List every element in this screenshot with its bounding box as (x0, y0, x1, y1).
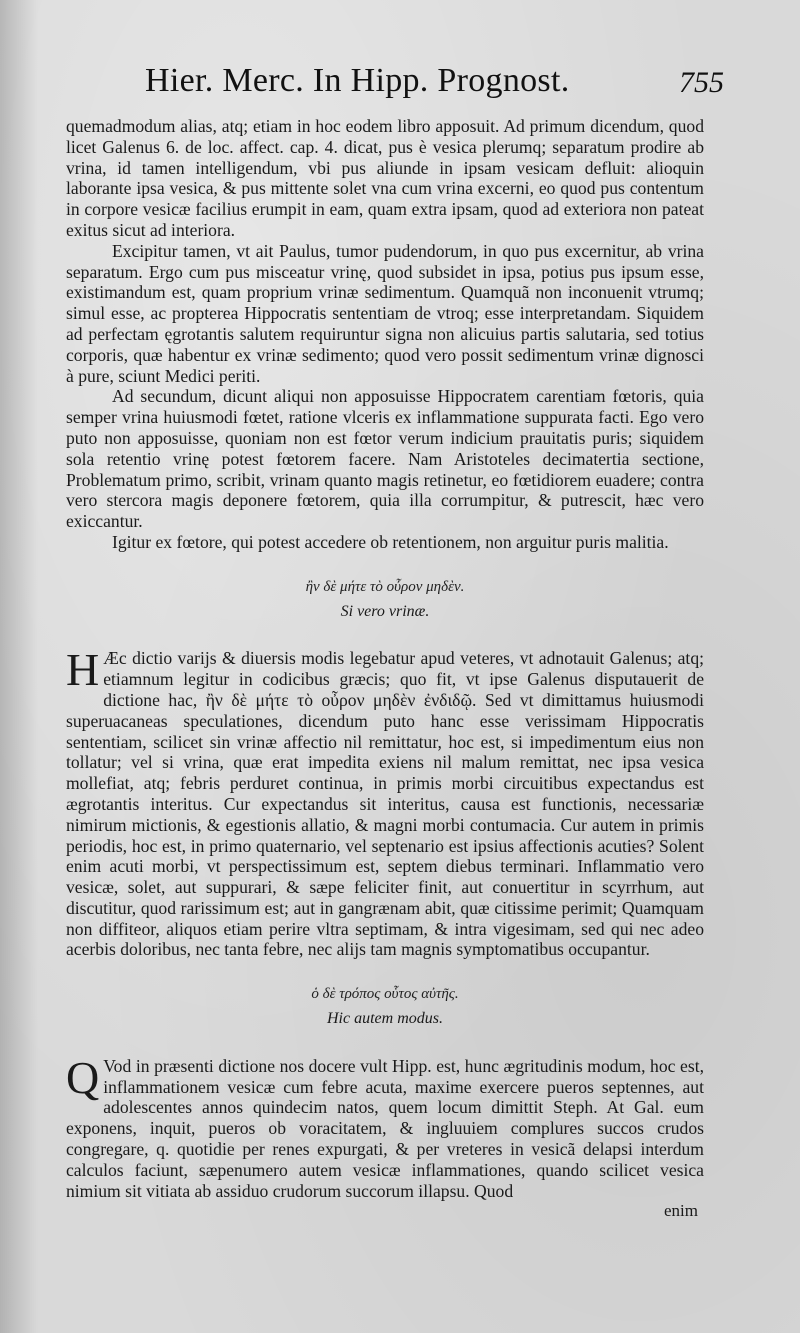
lemma-latin-2: Hic autem modus. (327, 1010, 443, 1028)
paragraph-2: Excipitur tamen, vt ait Paulus, tumor pudendorum, in quo pus excernitur, ab vrina separatum. Ergo cum pus misceatur vrinę, quod subsidet in ipsa, potius pus ipsum esse, existimandum est, quam proprium vrinæ sedimentum. Quamquã non inconuenit vtrumq; simul esse, ac propterea Hippocratis sententiam de vtroq; esse interpretandam. Siquidem ad perfectam ęgrotantis salutem requiruntur signa non alicuius partis salutaria, sed totius corporis, quæ habentur ex vrinæ sedimento; quod vero possit sedimentum vrinæ dignosci à pure, sciunt Medici periti. (66, 240, 704, 386)
text-block (66, 116, 704, 1222)
running-header (145, 62, 724, 106)
paragraph-3: Ad secundum, dicunt aliqui non apposuisse Hippocratem carentiam fœtoris, quia semper vrina huiusmodi fœtet, ratione vlceris ex inflammatione suppurata facti. Ego vero puto non apposuisse, quoniam non est fœtor verum indicium prauitatis puris; siquidem sola retentio vrinę potest fœtorem facere. Nam Aristoteles decimatertia sectione, Problematum primo, scribit, vrinam quanto magis retinetur, eo fœtidiorem euadere; contra vero stercora magis deponere fœtorem, quia illa corrumpitur, & putrescit, hæc vero exiccantur. (66, 386, 704, 532)
paragraph-1: quemadmodum alias, atq; etiam in hoc eodem libro apposuit. Ad primum dicendum, quod licet Galenus 6. de loc. affect. cap. 4. dicat, pus è vesica plerumq; separatum prodire ab vrina, id tamen intelligendum, vbi pus aliunde in ipsam vesicam defluit: alioquin laborante ipsa vesica, & pus mittente solet vna cum vrina excerni, eo quod pus contentum in corpore vesicæ facilius erumpit in eam, quam extra ipsam, quod ad exteriora non pateat exitus sicut ad interiora. (66, 116, 704, 240)
catchword: enim (664, 1201, 698, 1221)
lemma-latin-1: Si vero vrinæ. (340, 602, 430, 620)
lemma-greek-2: ὁ δὲ τρόπος οὗτος αὐτῆς. (311, 986, 459, 1003)
paragraph-6-text: Vod in præsenti dictione nos docere vult Hipp. est, hunc ægritudinis modum, hoc est, inflammationem vesicæ cum febre acuta, maxime exercere pueros septennes, aut adolescentes annos quindecim natos, quem locum dimittit Steph. At Gal. eum exponens, inquit, pueros ob voracitatem, & ingluuiem complures succos crudos congregare, q. quotidie per renes expurgati, & per vreteres in vesicã delapsi interdum calculos faciunt, sæpenumero autem vesicæ inflammationes, quando scilicet vesica nimium sit vitiata ab assiduo crudorum succorum illapsu. Quod (66, 1055, 704, 1201)
paragraph-6 (66, 1051, 704, 1202)
page-number: 755 (679, 66, 724, 99)
drop-cap-q: Q (66, 1051, 100, 1103)
drop-cap-h: H (66, 644, 100, 696)
running-title: Hier. Merc. In Hipp. Prognost. (145, 62, 570, 99)
paragraph-5-text: Æc dictio varijs & diuersis modis legebatur apud veteres, vt adnotauit Galenus; atq; etiamnum legitur in codicibus græcis; quo fit, vt ipse Galenus disputauerit de dictione hac, ἢν δὲ μήτε τὸ οὖρον μηδὲν ἐνδιδῷ. Sed vt dimittamus huiusmodi superuacaneas speculationes, dicendum puto hanc esse verissimam Hippocratis sententiam, scilicet sin vrinæ affectio nil remittatur, hoc est, si impedimentum eius non tollatur; vel si vrina, quæ erat impedita exiens nil malum remittat, nec ipsa vesica mollefiat, atq; febris perduret continua, in primis morbi circuitibus expectandus est ægrotantis interitus. Cur expectandus sit interitus, causa est functionis, necessariæ nimirum mictionis, & egestionis allatio, & magni morbi contumacia. Cur autem in primis periodis, hoc est, in primo quaternario, vel septenario est ipsius affectionis acuties? Solent enim acuti morbi, vt perspectissimum est, septem diebus terminari. Inflammatio vero vesicæ, solet, aut suppurari, & sæpe feliciter finit, aut conuertitur in scyrrhum, aut discutitur, quod rarissimum est; aut in gangrænam abit, quæ citissime perimit; Quamquam non diffiteor, aliquos etiam perire vltra septimam, & intra vigesimam, sed qui nec adeo acerbis doloribus, nec tanta febre, nec alijs tam magnis symptomatibus occupantur. (66, 648, 704, 960)
paragraph-4: Igitur ex fœtore, qui potest accedere ob retentionem, non arguitur puris malitia. (112, 531, 669, 552)
lemma-greek-1: ἢν δὲ μήτε τὸ οὖρον μηδὲν. (305, 578, 465, 595)
paragraph-5 (66, 644, 704, 960)
